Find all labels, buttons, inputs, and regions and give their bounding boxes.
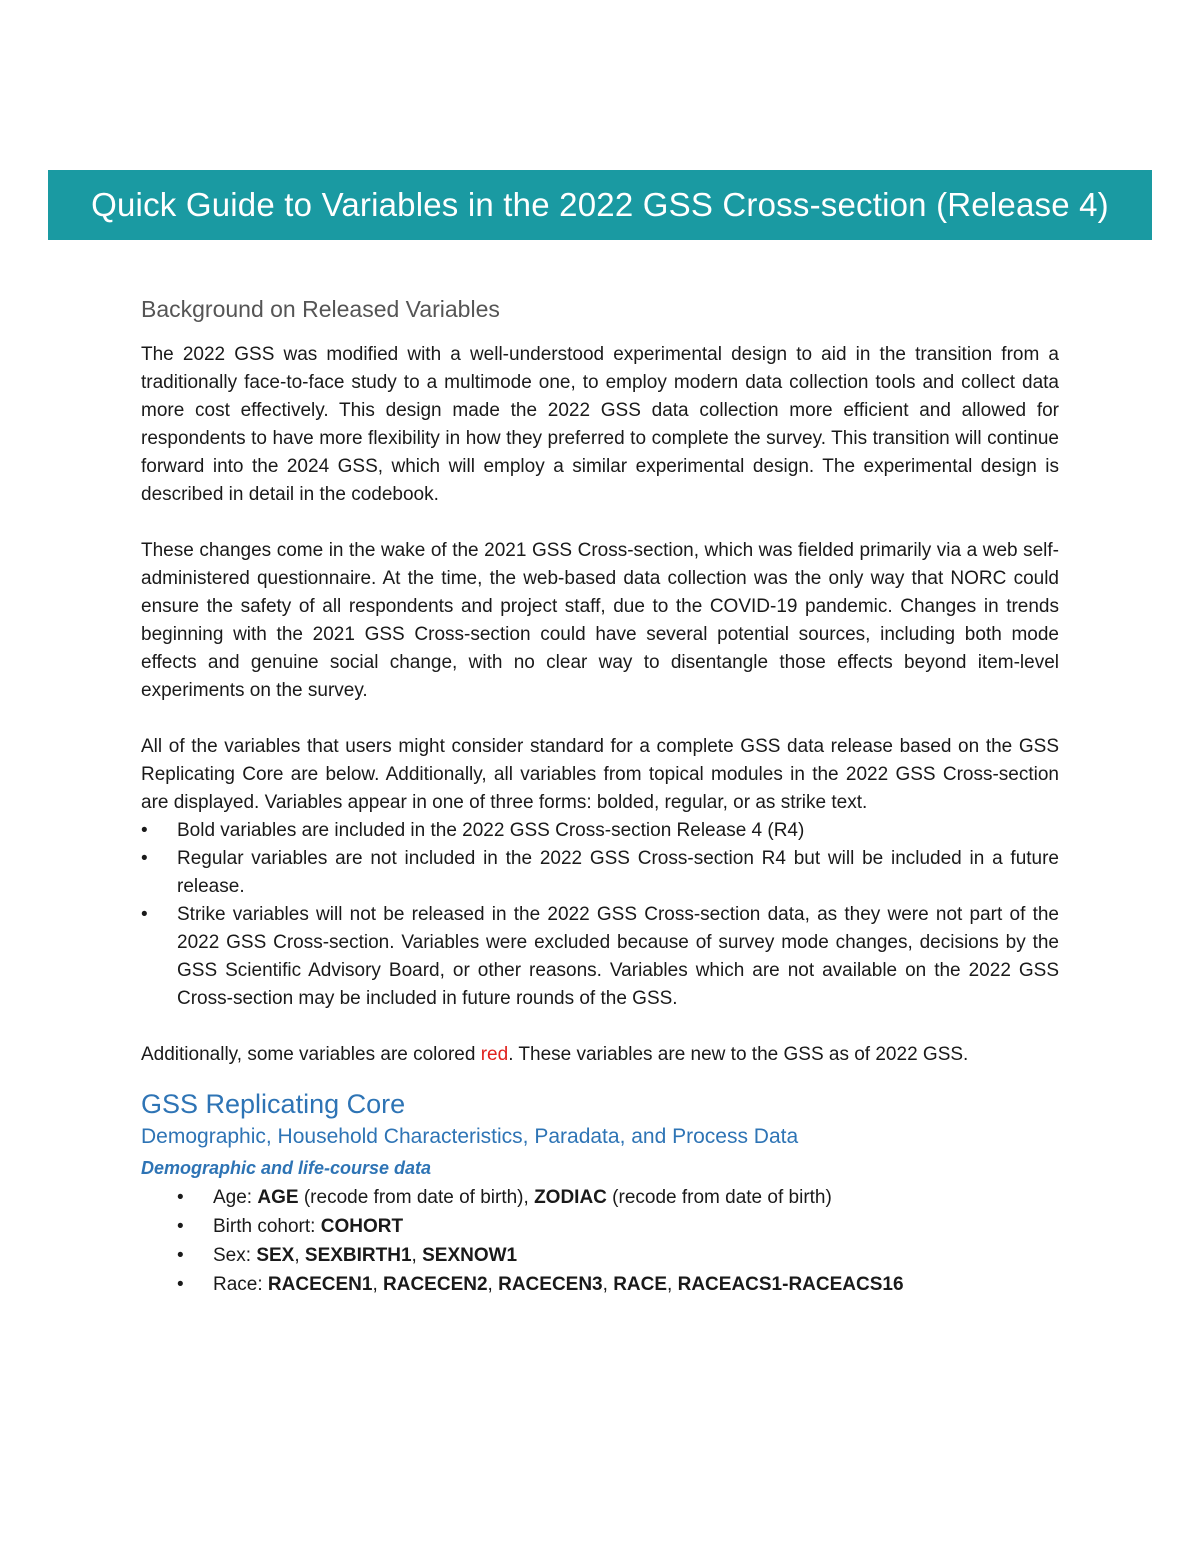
age-note: (recode from date of birth), [298, 1187, 535, 1208]
separator: , [667, 1274, 678, 1295]
separator: , [487, 1274, 499, 1295]
separator: , [411, 1245, 423, 1266]
var-race: RACE [613, 1274, 668, 1295]
var-racecen1: RACECEN1 [267, 1274, 373, 1295]
var-age: AGE [257, 1187, 299, 1208]
title-banner [48, 170, 1152, 240]
paragraph-red-note [141, 1041, 1059, 1069]
list-item-regular: • Regular variables are not included in the 2022 GSS Cross-section R4 but will be included in a future release. [141, 845, 1059, 901]
document-body [141, 296, 1059, 1299]
separator: , [602, 1274, 614, 1295]
life-course-subheading: Demographic and life-course data [141, 1158, 432, 1178]
var-racecen3: RACECEN3 [498, 1274, 603, 1295]
red-word: red [480, 1044, 509, 1065]
var-sex: SEX [256, 1245, 295, 1266]
var-sexnow1: SEXNOW1 [422, 1245, 518, 1266]
cohort-label: Birth cohort: [213, 1216, 321, 1237]
var-racecen2: RACECEN2 [383, 1274, 488, 1295]
list-item-bold: • Bold variables are included in the 2022 GSS Cross-section Release 4 (R4) [141, 817, 1059, 845]
paragraph-variable-forms: All of the variables that users might consider standard for a complete GSS data release based on the GSS Replicating Core are below. Additionally, all variables from topical modules in the 2022 GSS Cross-section are displayed. Variables appear in one of three forms: bolded, regular, or as strike text. [141, 736, 1059, 813]
race-label: Race: [213, 1274, 268, 1295]
var-cohort: COHORT [320, 1216, 404, 1237]
list-item-cohort [177, 1212, 1059, 1241]
var-zodiac: ZODIAC [534, 1187, 607, 1208]
background-heading: Background on Released Variables [141, 296, 500, 322]
separator: , [372, 1274, 384, 1295]
demographic-subheading: Demographic, Household Characteristics, Paradata, and Process Data [141, 1125, 799, 1148]
list-item-race [177, 1270, 1059, 1299]
age-label: Age: [213, 1187, 258, 1208]
sex-label: Sex: [213, 1245, 257, 1266]
separator: , [294, 1245, 305, 1266]
zodiac-note: (recode from date of birth) [606, 1187, 832, 1208]
list-item-strike: • Strike variables will not be released in the 2022 GSS Cross-section data, as they were not part of the 2022 GSS Cross-section. Variables were excluded because of survey mode changes, decisions by the GSS Scientific Advisory Board, or other reasons. Variables which are not available on the 2022 GSS Cross-section may be included in future rounds of the GSS. [141, 901, 1059, 1013]
var-raceacs: RACEACS1-RACEACS16 [677, 1274, 904, 1295]
variable-forms-list [141, 817, 1059, 1013]
demographic-variables-list [141, 1183, 1059, 1299]
page-title: Quick Guide to Variables in the 2022 GSS Cross-section (Release 4) [91, 186, 1109, 223]
paragraph-2021-context: These changes come in the wake of the 2021 GSS Cross-section, which was fielded primarily via a web self-administered questionnaire. At the time, the web-based data collection was the only way that NORC could ensure the safety of all respondents and project staff, due to the COVID-19 pandemic. Changes in trends beginning with the 2021 GSS Cross-section could have several potential sources, including both mode effects and genuine social change, with no clear way to disentangle those effects beyond item-level experiments on the survey. [141, 540, 1059, 701]
paragraph-experimental-design: The 2022 GSS was modified with a well-understood experimental design to aid in the transition from a traditionally face-to-face study to a multimode one, to employ modern data collection tools and collect data more cost effectively. This design made the 2022 GSS data collection more efficient and allowed for respondents to have more flexibility in how they preferred to complete the survey. This transition will continue forward into the 2024 GSS, which will employ a similar experimental design. The experimental design is described in detail in the codebook. [141, 344, 1059, 505]
core-heading: GSS Replicating Core [141, 1089, 406, 1119]
list-item-age [177, 1183, 1059, 1212]
red-note-pre: Additionally, some variables are colored [141, 1044, 481, 1065]
var-sexbirth1: SEXBIRTH1 [304, 1245, 412, 1266]
list-item-sex [177, 1241, 1059, 1270]
red-note-post: . These variables are new to the GSS as of 2022 GSS. [508, 1044, 969, 1065]
